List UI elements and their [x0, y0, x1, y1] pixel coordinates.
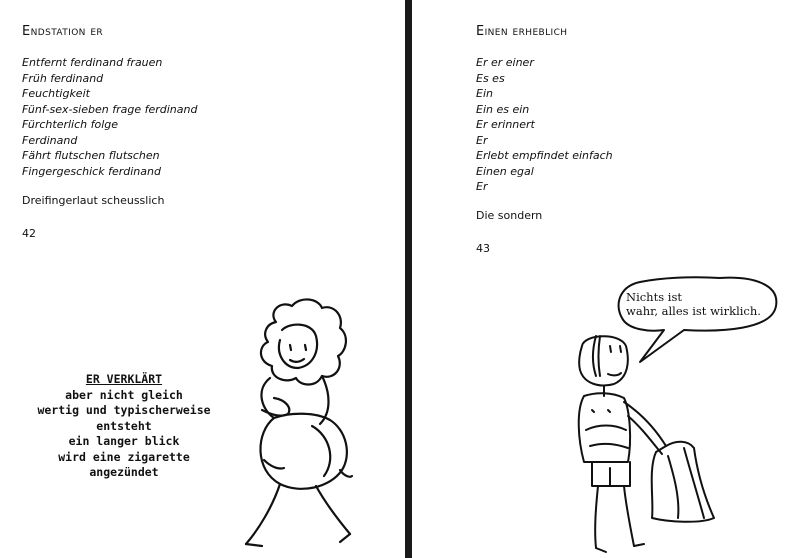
- poem-line: Fährt flutschen flutschen: [22, 149, 160, 162]
- caption-line: wird eine zigarette: [58, 449, 190, 464]
- poem-line: Ein es ein: [476, 102, 530, 116]
- page-number: 43: [476, 242, 490, 255]
- poem-line: Fünf-sex-sieben frage ferdinand: [22, 102, 198, 116]
- speech-line: Nichts ist: [626, 290, 682, 304]
- poem-line: Er er einer: [476, 56, 534, 69]
- poem-line: Er: [476, 133, 488, 147]
- poem-line: Früh ferdinand: [22, 71, 104, 85]
- poem-closing: Die sondern: [476, 209, 543, 222]
- caption-heading: ER VERKLÄRT: [85, 372, 163, 386]
- page-number: 42: [22, 227, 36, 240]
- poem-line: Er: [476, 180, 488, 193]
- poem-line: Ferdinand: [22, 133, 78, 147]
- caption-line: aber nicht gleich: [65, 387, 183, 402]
- poem-line: Entfernt ferdinand frauen: [22, 56, 163, 69]
- page-title: Endstation er: [22, 24, 104, 39]
- speech-bubble-text: [626, 290, 766, 318]
- poem-line: Es es: [476, 71, 505, 85]
- poem-closing: Dreifingerlaut scheusslich: [22, 194, 165, 207]
- poem-line: Fingergeschick ferdinand: [22, 164, 161, 178]
- caption-line: entsteht: [96, 418, 152, 433]
- poem-line: Er erinnert: [476, 118, 535, 131]
- poem-line: Einen egal: [476, 164, 534, 178]
- caption-line: angezündet: [89, 465, 159, 479]
- caption-line: wertig und typischerweise: [37, 403, 211, 417]
- page-title: Einen erheblich: [476, 24, 568, 39]
- poem-line: Feuchtigkeit: [22, 87, 90, 100]
- poem-line: Fürchterlich folge: [22, 118, 119, 131]
- poem-line: Ein: [476, 87, 493, 100]
- speech-line: wahr, alles ist wirklich.: [626, 304, 761, 318]
- caption-line: ein langer blick: [68, 434, 180, 448]
- poem-line: Erlebt empfindet einfach: [476, 149, 613, 162]
